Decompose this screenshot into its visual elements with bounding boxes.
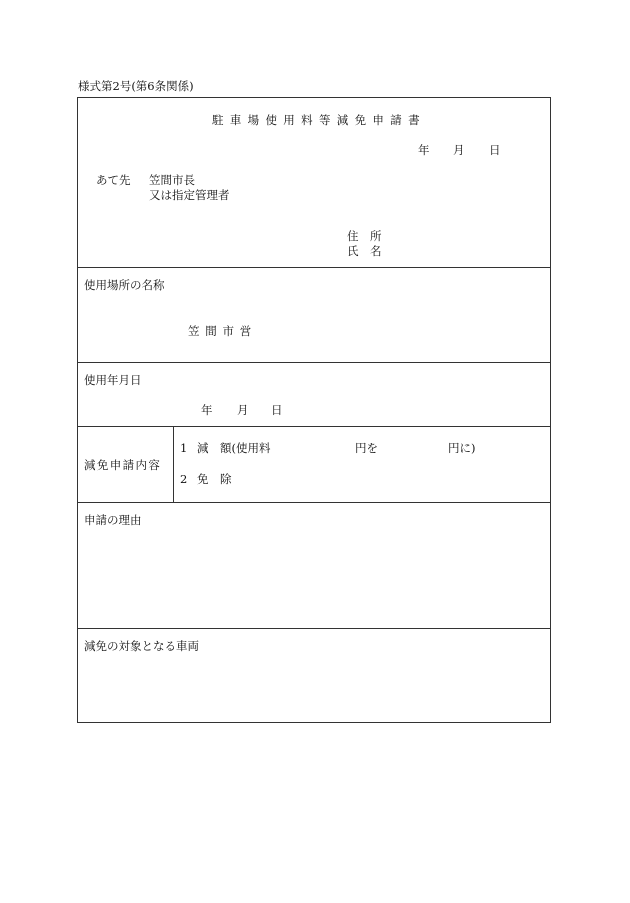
section-divider [77, 502, 551, 503]
applicant-name-label: 氏 名 [347, 244, 382, 258]
reduction-item1-number: 1 [180, 441, 188, 455]
form-number-label: 様式第2号(第6条関係) [78, 79, 194, 93]
reduction-item1-end: 円に) [448, 441, 476, 455]
reason-label: 申請の理由 [84, 513, 142, 527]
applicant-address-label: 住 所 [347, 229, 382, 243]
usage-day-label: 日 [271, 403, 283, 417]
section-divider [77, 362, 551, 363]
reduction-divider [173, 426, 174, 502]
date-year-label: 年 [418, 143, 430, 157]
place-label: 使用場所の名称 [84, 278, 165, 292]
addressee-mayor: 笠間市長 [149, 173, 195, 187]
date-day-label: 日 [489, 143, 501, 157]
usage-month-label: 月 [237, 403, 249, 417]
addressee-prefix: あて先 [96, 173, 131, 187]
usage-year-label: 年 [201, 403, 213, 417]
reduction-item2-number: 2 [180, 472, 188, 486]
reduction-item1-label: 減 額(使用料 [197, 441, 271, 455]
reduction-label: 減免申請内容 [84, 458, 162, 472]
reduction-item2-label: 免 除 [197, 472, 232, 486]
date-month-label: 月 [453, 143, 465, 157]
place-value: 笠間市営 [188, 324, 257, 338]
section-divider [77, 426, 551, 427]
addressee-manager: 又は指定管理者 [149, 188, 230, 202]
usage-date-label: 使用年月日 [84, 373, 142, 387]
section-divider [77, 267, 551, 268]
reduction-item1-mid: 円を [355, 441, 378, 455]
vehicle-label: 減免の対象となる車両 [84, 639, 199, 653]
form-title: 駐車場使用料等減免申請書 [212, 113, 426, 127]
section-divider [77, 628, 551, 629]
